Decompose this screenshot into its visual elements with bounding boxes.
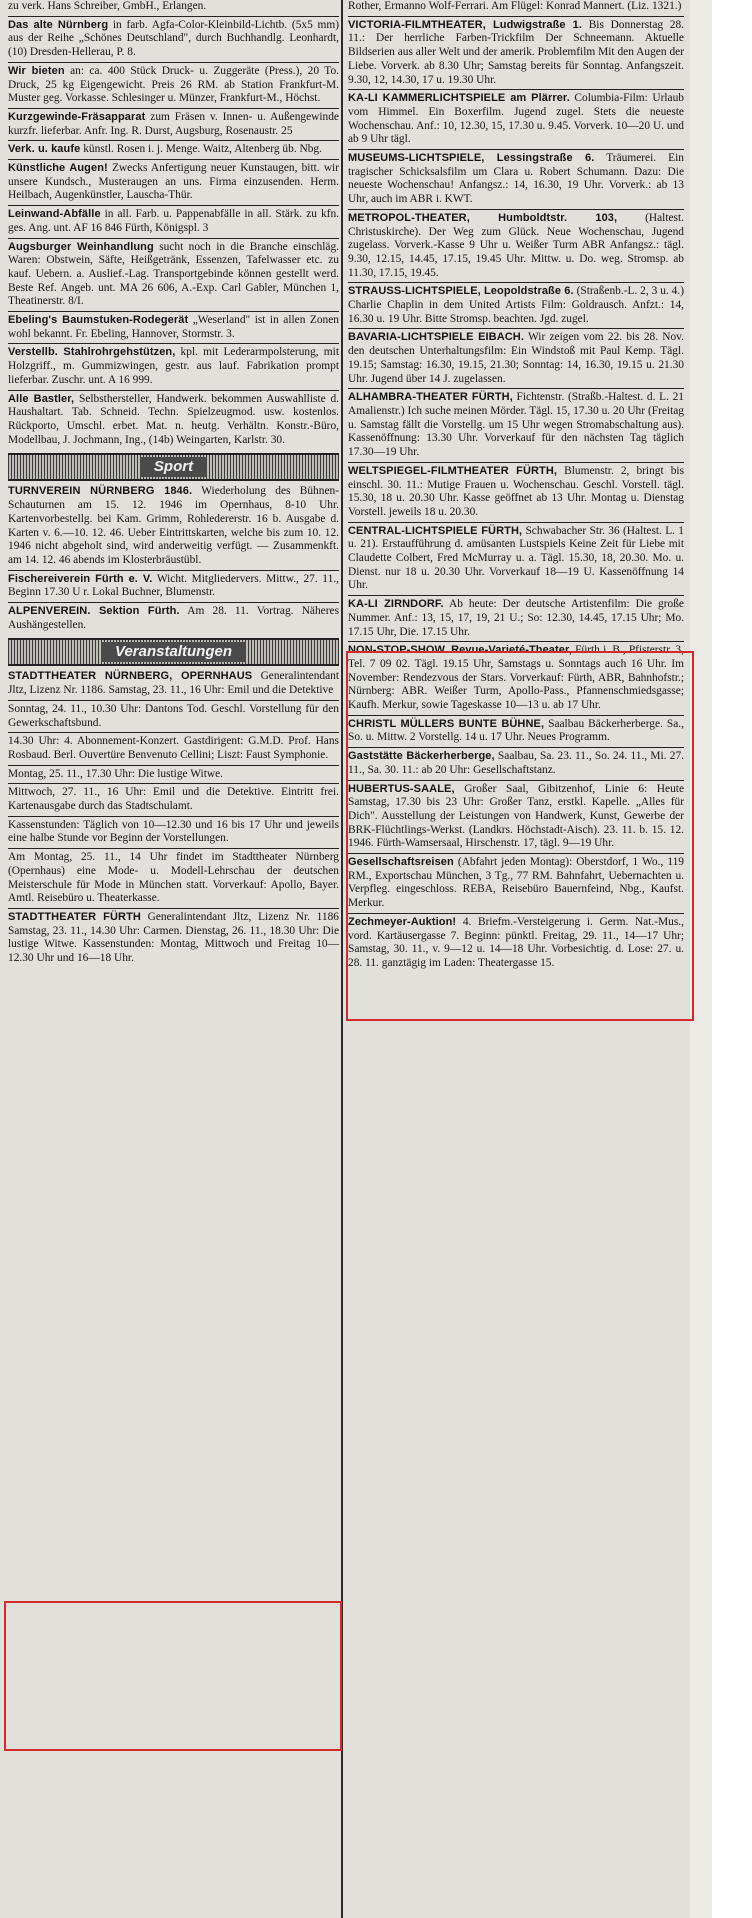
ad-separator [8,62,339,63]
ad-heading: Leinwand-Abfälle [8,208,101,221]
ad-text: an: ca. 400 Stück Druck- u. Zuggeräte (Press.), 20 To. Druck, 25 kg Eigengewicht. Preis 26 RM. ab Station Frankfurt-M. Muster geg. Vorkasse. Schlesinger u. Münzer, Frankfurt-M., Höchst. [8,64,339,105]
ad-heading: KA-LI ZIRNDORF. [348,598,444,611]
ad-text: Am Montag, 25. 11., 14 Uhr findet im Stadttheater Nürnberg (Opernhaus) eine Mode- u. Modell-Lehrschau der deutschen Meisterschule für Mode in München statt. Vorverkauf: Apollo, Bayer. Amtl. Reisebüro u. Theaterkasse. [8,851,339,905]
ad-heading: Ebeling's Baumstuken-Rodegerät [8,314,189,327]
ad-text: Wicht. Mitgliedervers. Mittw., 27. 11., Beginn 17.30 U r. Lokal Buchner, Blumenstr. [8,572,339,599]
classified-ad [8,208,339,235]
ad-text: Fichtenstr. (Straßb.-Haltest. d. L. 21 Amalienstr.) Ich suche meinen Mörder. Tägl. 15, 17.30 u. 20 Uhr (Freitag u. Samstag fällt die Vorstellg. um 15 Uhr wegen Stromabschaltung aus). Kassenöffnung: 13.30 Uhr. Vorverkauf für den nächsten Tag täglich 17.30—19 Uhr. [348,391,684,459]
ad-separator [8,765,339,766]
ad-heading: NON-STOP-SHOW. Revue-Varieté-Theater, [348,644,572,657]
classified-ad [348,525,684,594]
ad-text: Montag, 25. 11., 17.30 Uhr: Die lustige Witwe. [8,767,223,780]
ad-separator [8,390,339,391]
ad-heading: ALHAMBRA-THEATER FÜRTH, [348,391,513,404]
ad-text: Rother, Ermanno Wolf-Ferrari. Am Flügel: Konrad Mannert. (Liz. 1321.) [348,0,682,12]
ad-text: 4. Briefm.-Versteigerung i. Germ. Nat.-Mus., vord. Kartäusergasse 7. Beginn: pünktl. Freitag, 29. 11., 14—17 Uhr; Samstag, 30. 11., v. 9—12 u. 14—18 Uhr. Vorbesichtig. d. Lose: 27. u. 28. 11. ganztägig im Laden: Theatergasse 15. [348,915,684,969]
classified-ad [348,92,684,147]
section-banner [8,453,339,481]
ad-heading: STRAUSS-LICHTSPIELE, Leopoldstraße 6. [348,285,574,298]
ad-separator [8,140,339,141]
classified-ad [8,735,339,762]
ad-text: Saalbau Bäckerherberge. Sa., So. u. Mittw. 2 Vorstellg. 14 u. 17 Uhr. Neues Programm. [348,717,684,744]
ad-text: sucht noch in die Branche einschläg. Waren: Obstwein, Säfte, Heißgetränk, Essenzen, Tafelwasser etc. zu kauf. Uebern. a. Auslief.-Lag. Transportgebinde können gestellt werd. Beste Ref. Angeb. unt. MA 26 606, A.-Exp. Carl Gabler, München 1, Theatinerstr. 8/I. [8,240,339,308]
ad-text: Columbia-Film: Urlaub vom Himmel. Ein Boxerfilm. Jugend zugel. Stets die neueste Wochenschau. Anf.: 10, 12.30, 15, 17.30 u. 9.45. Vorverk. 10—20 U. und ab 9 Uhr tägl. [348,92,684,146]
ad-separator [8,700,339,701]
ad-text: zu verk. Hans Schreiber, GmbH., Erlangen. [8,0,207,12]
ad-separator [8,238,339,239]
classified-ad [8,111,339,138]
highlight-box-stadttheater-fuerth [4,1601,342,1751]
classified-ad [348,152,684,207]
ad-text: Träumerei. Ein tragischer Schicksalsfilm um Clara u. Robert Schumann. Dazu: Die neueste Wochenschau! Anfangsz.: 14, 16.30, 19 Uhr. Vorverk.: ab 13 Uhr, auch im ABR i. KWT. [348,152,684,206]
ad-heading: Zechmeyer-Auktion! [348,915,457,928]
ad-separator [348,641,684,642]
ad-text: (Abfahrt jeden Montag): Oberstdorf, 1 Wo., 119 RM., Exportschau München, 3 Tg., 77 RM. Bahnfahrt, Uebernachten u. Verpfleg. eingeschloss. REBA, Reisebüro Bauernfeind, Nbg., Kaufst. Merkur. [348,856,684,910]
ad-text: Blumenstr. 2, bringt bis einschl. 30. 11.: Mutige Frauen u. Wochenschau. Geschl. Vorstell. tägl. 15.30, 18 u. 20.30 Uhr. Kasse geöffnet ab 13 Uhr. Montag u. Dienstag Vorstell. jeweils 18 u. 20.30. [348,464,684,518]
ad-separator [348,462,684,463]
ad-text: Kassenstunden: Täglich von 10—12.30 und 16 bis 17 Uhr und jeweils eine halbe Stunde vor Beginn der Vorstellungen. [8,818,339,845]
ad-heading: Künstliche Augen! [8,162,108,175]
ad-separator [8,732,339,733]
ad-separator [348,328,684,329]
classified-ad [348,212,684,281]
classified-ad [348,331,684,386]
ad-heading: Verk. u. kaufe [8,143,81,156]
ad-text: Ab heute: Der deutsche Artistenfilm: Die große Nummer. Anf.: 13, 15, 17, 19, 21 U.; So: 12.30, 14.45, 17.15 Uhr; Mo. 17.15 Uhr, Die. 17.15 Uhr. [348,598,684,638]
ad-text: Saalbau, Sa. 23. 11., So. 24. 11., Mi. 27. 11., Sa. 30. 11.: ab 20 Uhr: Gesellschaftstanz. [348,750,685,776]
ad-separator [8,908,339,909]
ad-heading: Das alte Nürnberg [8,18,109,31]
classified-ad [8,786,339,813]
classified-ad [8,485,339,567]
ad-heading: METROPOL-THEATER, Humboldtstr. 103, [348,211,618,224]
ad-separator [348,595,684,596]
classified-ad [8,143,339,157]
classified-ad [348,391,684,460]
ad-separator [348,149,684,150]
classified-ad [8,393,339,448]
classified-ad [8,314,339,341]
ad-heading: MUSEUMS-LICHTSPIELE, Lessingstraße 6. [348,152,595,165]
ad-text: „Weserland" ist in allen Zonen wohl bekannt. Fr. Ebeling, Hannover, Stormstr. 3. [8,314,339,340]
ad-text: Zwecks Anfertigung neuer Kunstaugen, bitt. wir unsere Kundsch., Musteraugen an uns. Firma einzusenden. Herm. Heilbach, Augenkünstler, Lauscha-Thür. [8,162,339,202]
classified-ad [348,0,684,14]
ad-text: zum Fräsen v. Innen- u. Außengewinde kurzfr. lieferbar. Anfr. Ing. R. Durst, Augsburg, Rosenaustr. 25 [8,110,339,137]
classified-ad [8,768,339,782]
ad-text: Am 28. 11. Vortrag. Näheres Aushängestellen. [8,605,340,631]
left-column [8,0,339,966]
ad-heading: Augsburger Weinhandlung [8,240,154,253]
ad-heading: CHRISTL MÜLLERS BUNTE BÜHNE, [348,717,545,730]
ad-text: Großer Saal, Gibitzenhof, Linie 6: Heute Samstag, 17.30 bis 23 Uhr: Großer Tanz, erstkl. Kapelle. „Alles für Dich". Ausstellung der Leistungen von Handwerk, Kunst, Gewerbe der BRK-Flüchtlings-Werkst. (Landkrs. Höchstadt-Aisch). 23. 11. b. 15. 12. 1946. Fürth-Wamsersaal, Hirschenstr. 17, tägl. 9—19 Uhr. [348,782,684,850]
ad-text: Selbsthersteller, Handwerk. bekommen Auswahlliste d. Haushaltart. Tab. Schneid. Techn. Spielzeugmod. usw. kostenlos. Rückporto, Umschl. erbet. Mat. n. heutg. Verhältn. Konstr.-Büro, Modellbau, J. Jochmann, Ing., (14b) Weingarten, Karlstr. 30. [8,392,339,446]
classified-ad [8,19,339,60]
classified-ad [8,162,339,203]
ad-heading: STADTTHEATER FÜRTH [8,910,141,923]
ad-heading: ALPENVEREIN. Sektion Fürth. [8,605,180,618]
section-banner [8,638,339,666]
ad-separator [348,16,684,17]
ad-heading: VICTORIA-FILMTHEATER, Ludwigstraße 1. [348,18,583,31]
ad-text: Schwabacher Str. 36 (Haltest. L. 1 u. 21). Erstaufführung d. amüsanten Lustspiels Keine Zeit für Liebe mit Claudette Colbert, Fred McMurray u. a. Tägl. 15.30, 18, 20.30. Mo. u. Dienst. nur 18 u. 20.30 Uhr. Vorverkauf 18—19 U. Kassenöffnung 14 Uhr. [348,524,684,592]
ad-heading: Fischereiverein Fürth e. V. [8,572,153,585]
ad-separator [8,311,339,312]
ad-separator [8,570,339,571]
ad-separator [8,343,339,344]
classified-ad [348,598,684,639]
ad-separator [348,388,684,389]
ad-text: Generalintendant Jltz, Lizenz Nr. 1186 Samstag, 23. 11., 14.30 Uhr: Carmen. Dienstag, 26. 11., 18.30 Uhr: Die lustige Witwe. Kassenstunden: Montag, Mittwoch und Freitag 10—12.30 Uhr und 16—18 Uhr. [8,910,339,965]
ad-heading: Kurzgewinde-Fräsapparat [8,110,146,123]
classified-ad [8,911,339,966]
ad-separator [8,159,339,160]
ad-separator [8,16,339,17]
ad-text: Wir zeigen vom 22. bis 28. Nov. den deutschen Unterhaltungsfilm: Ein Windstoß mit Paul Kemp. Tägl. 19.15; Samstag: 16.30, 19.15, 21.30; Sonntag: 14, 16.30, 19.15 u. 21.30 Uhr. Jugend über 14 J. zugelassen. [348,331,684,385]
ad-separator [348,522,684,523]
ad-separator [348,89,684,90]
ad-separator [8,816,339,817]
ad-separator [8,783,339,784]
ad-separator [348,209,684,210]
ad-text: (Haltest. Christuskirche). Der Weg zum Glück. Neue Wochenschau, Jugend zugelass. Vorverk.-Kasse 9 Uhr u. Weißer Turm ABR Anfangsz.: tägl. 9.30, 12.15, 14.45, 17.15, 19.45 Uhr. Mittw. u. Do. weg. Stromsp. ab 11.30, 17.15, 19.45. [348,211,684,279]
ad-text: Sonntag, 24. 11., 10.30 Uhr: Dantons Tod. Geschl. Vorstellung für den Gewerkschaftsbund. [8,702,339,729]
ad-text: (Straßenb.-L. 2, 3 u. 4.) Charlie Chaplin in dem United Artists Film: Goldrausch. Anfzt.: 14, 16.30 u. 19 Uhr. Bitte Stromsp. beachten. Jgd. zugel. [348,285,684,325]
ad-text: künstl. Rosen i. j. Menge. Waitz, Altenberg üb. Nbg. [83,143,322,156]
ad-separator [8,602,339,603]
ad-text: in all. Farb. u. Pappenabfälle in all. Stärk. zu kfn. ges. Ang. unt. AF 16 846 Fürth, Königspl. 3 [8,208,339,234]
ad-heading: HUBERTUS-SAALE, [348,782,455,795]
classified-ad [348,19,684,88]
classified-ad [8,573,339,600]
classified-ad [348,285,684,326]
ad-heading: Alle Bastler, [8,392,75,405]
classified-ad [8,605,339,632]
ad-text: 14.30 Uhr: 4. Abonnement-Konzert. Gastdirigent: G.M.D. Prof. Hans Rosbaud. Berl. Ouvertüre Benvenuto Cellini; Liszt: Faust Symphonie. [8,735,339,761]
ad-text: kpl. mit Lederarmpolsterung, mit Holzgriff., m. Gummizwingen, gestr. aus lauf. Fabrikation prompt lieferbar. Zuschr. unt. A 16 999. [8,346,339,386]
classified-ad [8,0,339,14]
classified-ad [8,241,339,310]
ad-text: Wiederholung des Bühnen-Schauturnen am 15. 12. 1946 im Opernhaus, 8-10 Uhr. Kartenvorbestellg. bei Kam. Grimm, Rohledererstr. 16 b. Ausgabe d. Karten v. 6.—10. 12. 46. Ueber Eintrittskarten, welche bis zum 10. 12. 1946 nicht abgeholt sind, wird anderweitig verfügt. — Zusammenkft. am 14. 12. 46 abends im Klosterbräustübl. [8,485,339,566]
ad-heading: STADTTHEATER NÜRNBERG, OPERNHAUS [8,670,253,683]
ad-heading: WELTSPIEGEL-FILMTHEATER FÜRTH, [348,464,558,477]
classified-ad [8,819,339,846]
ad-heading: CENTRAL-LICHTSPIELE FÜRTH, [348,524,523,537]
ad-text: in farb. Agfa-Color-Kleinbild-Lichtb. (5x5 mm) aus der Reihe „Schönes Deutschland", durch Buchhandlg. Leonhardt, (10) Dresden-Hellerau, P. 8. [8,18,339,59]
classified-ad [8,346,339,387]
classified-ad [8,703,339,730]
classified-ad [8,65,339,106]
ad-heading: Wir bieten [8,64,65,77]
classified-ad [348,465,684,520]
classified-ad [8,670,339,697]
classified-ad [8,851,339,906]
ad-text: Mittwoch, 27. 11., 16 Uhr: Emil und die Detektive. Eintritt frei. Kartenausgabe durch das Stadtschulamt. [8,786,339,813]
highlight-box-cinemas [346,651,694,1021]
ad-heading: KA-LI KAMMERLICHTSPIELE am Plärrer. [348,92,570,105]
ad-text: Bis Donnerstag 28. 11.: Der herrliche Farben-Trickfilm Der Schneemann. Aktuelle Bildserien aus aller Welt und der amerik. Problemfilm Mit den Augen der Liebe. Vorverk. ab 8.30 Uhr; Samstag bereits für Sonntag. Anfangszeit. 9.30, 12, 14.30, 17 u. 19.30 Uhr. [348,18,684,86]
ad-text: Generalintendant Jltz, Lizenz Nr. 1186. Samstag, 23. 11., 16 Uhr: Emil und die Detektive [8,670,339,697]
section-banner-label: Sport [140,457,207,477]
ad-separator [348,282,684,283]
ad-heading: TURNVEREIN NÜRNBERG 1846. [8,485,193,498]
ad-heading: Gesellschaftsreisen [348,856,454,869]
ad-text: Fürth i. B., Pfisterstr. 3, Tel. 7 09 02. Tägl. 19.15 Uhr, Samstags u. Sonntags auch 16 Uhr. Im November: Rendezvous der Stars. Vorverkauf: Fürth, ABR, Bahnhofstr.; Nürnberg: ABR. Weißer Turm, Apollo-Pass., Pfannenschmiedsgasse; Kaufh. Merkur, sowie Tageskasse 10—13 u. ab 17 Uhr. [348,644,684,712]
ad-heading: BAVARIA-LICHTSPIELE EIBACH. [348,331,524,344]
ad-separator [8,108,339,109]
ad-separator [8,205,339,206]
ad-separator [8,848,339,849]
section-banner-label: Veranstaltungen [101,642,246,662]
ad-heading: Gaststätte Bäckerherberge, [348,750,495,763]
ad-heading: Verstellb. Stahlrohrgehstützen, [8,346,176,359]
